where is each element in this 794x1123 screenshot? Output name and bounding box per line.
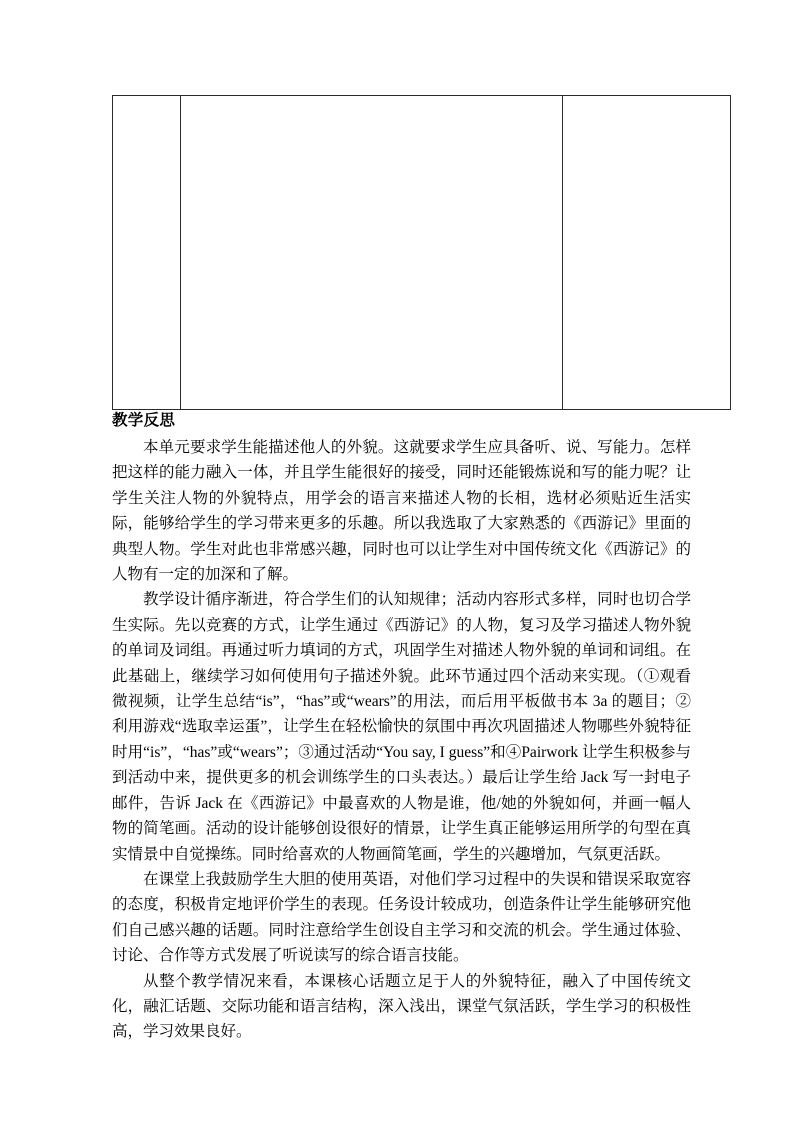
table-cell-left[interactable] <box>113 96 181 410</box>
layout-table-wrapper <box>112 95 703 410</box>
paragraph-3: 在课堂上我鼓励学生大胆的使用英语，对他们学习过程中的失误和错误采取宽容的态度，积极肯定地评价学生的表现。任务设计较成功，创造条件让学生能够研究他们自己感兴趣的话题。同时注意给学生创设自主学习和交流的机会。学生通过体验、讨论、合作等方式发展了听说读写的综合语言技能。 <box>112 870 691 965</box>
layout-table <box>112 95 731 410</box>
table-cell-right[interactable] <box>563 96 731 410</box>
reflection-section <box>112 410 691 1045</box>
table-row <box>113 96 731 410</box>
paragraph-4: 从整个教学情况来看，本课核心话题立足于人的外貌特征，融入了中国传统文化，融汇话题、交际功能和语言结构，深入浅出，课堂气氛活跃，学生学习的积极性高，学习效果良好。 <box>112 972 691 1041</box>
paragraph-1: 本单元要求学生能描述他人的外貌。这就要求学生应具备听、说、写能力。怎样把这样的能力融入一体，并且学生能很好的接受，同时还能锻炼说和写的能力呢？让学生关注人物的外貌特点，用学会的语言来描述人物的长相，选材必须贴近生活实际，能够给学生的学习带来更多的乐趣。所以我选取了大家熟悉的《西游记》里面的典型人物。学生对此也非常感兴趣，同时也可以让学生对中国传统文化《西游记》的人物有一定的加深和了解。 <box>112 439 691 584</box>
paragraph-2: 教学设计循序渐进，符合学生们的认知规律；活动内容形式多样，同时也切合学生实际。先以竞赛的方式，让学生通过《西游记》的人物，复习及学习描述人物外貌的单词及词组。再通过听力填词的方式，巩固学生对描述人物外貌的单词和词组。在此基础上，继续学习如何使用句子描述外貌。此环节通过四个活动来实现。（①观看微视频，让学生总结“is”，“has”或“wears”的用法，而后用平板做书本 3a 的题目；②利用游戏“选取幸运蛋”，让学生在轻松愉快的氛围中再次巩固描述人物哪些外貌特征时用“is”，“has”或“wears”；③通过活动“You say, I guess”和④Pairwork 让学生积极参与到活动中来，提供更多的机会训练学生的口头表达。）最后让学生给 Jack 写一封电子邮件，告诉 Jack 在《西游记》中最喜欢的人物是谁，他/她的外貌如何，并画一幅人物的简笔画。活动的设计能够创设很好的情景，让学生真正能够运用所学的句型在真实情景中自觉操练。同时给喜欢的人物画简笔画，学生的兴趣增加，气氛更活跃。 <box>112 591 691 863</box>
table-cell-middle[interactable] <box>181 96 563 410</box>
page-title: 教学反思 <box>112 412 176 429</box>
